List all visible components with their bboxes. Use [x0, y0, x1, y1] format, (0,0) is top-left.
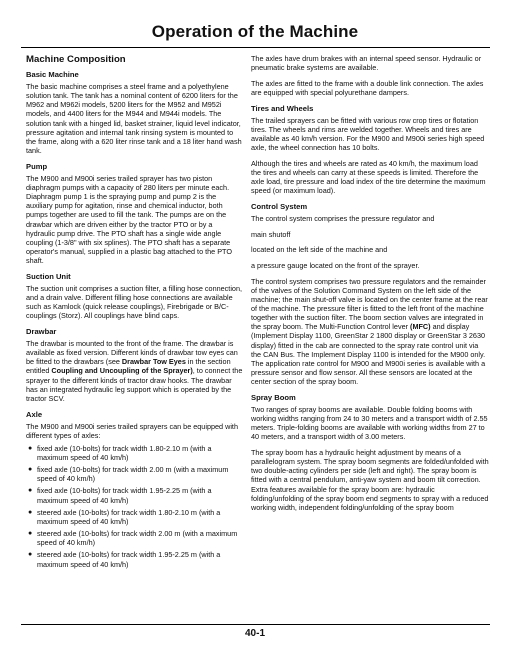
- paragraph-pump: The M900 and M900i series trailed sprayer has two piston diaphragm pumps with a capacity of 280 liters per minute each. Diaphragm pump 1 is the spraying pump and pump 2 is the auxiliary pump for agitation, rinse and chemical inductor, both pumps together are used to fill the tank. The pumps are on the drawbar which are driven either by the tractor PTO or by a hydraulic pump drive. The PTO shaft has a single wide angle coupling (1-3/8" with six splines). The PTO shaft has a separate operator's manual, supplied in a plastic bag attached to the PTO shaft.: [26, 173, 232, 266]
- heading-axle: Axle: [26, 409, 43, 419]
- drawbar-text-3: , to connect the sprayer to the different kinds of tractor draw hooks. The drawbar has an integrated hydraulic leg support which is operated by the tractor SCV.: [26, 366, 243, 403]
- list-item: ● steered axle (10-bolts) for track width 1.80-2.10 m (with a maximum speed of 40 km/h): [28, 507, 221, 526]
- paragraph-control-1: The control system comprises the pressure regulator and: [251, 213, 435, 223]
- bullet-icon: ●: [28, 551, 33, 559]
- heading-spray-boom: Spray Boom: [251, 392, 296, 402]
- section-title-machine-composition: Machine Composition: [26, 54, 126, 65]
- list-item: ● steered axle (10-bolts) for track width 1.95-2.25 m (with a maximum speed of 40 km/h): [28, 550, 221, 569]
- paragraph-axle-intro: The M900 and M900i series trailed sprayers can be equipped with different types of axles:: [26, 421, 238, 440]
- paragraph-control-5: The control system comprises two pressure regulators and the remainder of the valves of the Solution Command System on the left side of the machine; the main shut-off valve is located on the center frame at the rear of the machine. The pressure filter is fitted to the left front of the machine together with the suction filter. The boom section valves are integrated in the spray boom. The Multi-Function Control lever (MFC) and display (Implement Display 1100, GreenStar 2 1800 display or GreenStar 3 2630 display) fitted in the cab are connected to the spray rate control unit via the CAN Bus. The Implement Display 1100 is intended for the M900 only. The application rate control for M900 and M900i series is available with a pressure sensor and flow sensor. All these sensors are located at the center section of the spray boom.: [251, 276, 488, 387]
- paragraph-spray-boom-2: The spray boom has a hydraulic height adjustment by means of a parallelogram system. The spray boom segments are folded/unfolded with two double-acting cylinders per side (left and right). The spray boom is fitted with a central pendulum, anti-yaw system and boom tilt correction. Extra features available for the spray boom are: hydraulic folding/unfolding of the spray boom end segments to spray with a reduced working width, independent folding/unfolding of the spray boom: [251, 448, 489, 512]
- footer-divider: [21, 624, 490, 625]
- paragraph-spray-boom-1: Two ranges of spray booms are available. Double folding booms with working widths ranging from 24 to 30 meters and a transport width of 2.55 meters. Triple-folding booms are available with working widths from 27 to 40 meters, and a transport width of 3.00 meters.: [251, 404, 488, 442]
- bullet-icon: ●: [28, 466, 33, 474]
- paragraph-axle-link: The axles are fitted to the frame with a double link connection. The axles are equipped with special polyurethane dampers.: [251, 78, 484, 97]
- paragraph-control-2: main shutoff: [251, 229, 291, 239]
- paragraph-suction-unit: The suction unit comprises a suction filter, a filling hose connection, and a drain valve. Different filling hose connections are available such as Kamlock (quick release couplings), Firebrigade or B/C-couplings (Storz). All couplings have blind caps.: [26, 283, 243, 321]
- list-item: ● fixed axle (10-bolts) for track width 1.80-2.10 m (with a maximum speed of 40 km/h): [28, 443, 212, 462]
- axle-options-list: [26, 444, 243, 569]
- heading-tires-and-wheels: Tires and Wheels: [251, 103, 314, 113]
- page-number: 40-1: [244, 628, 265, 639]
- paragraph-control-3: located on the left side of the machine and: [251, 245, 388, 255]
- heading-drawbar: Drawbar: [26, 326, 57, 336]
- drawbar-text-2: in the section entitled: [26, 357, 231, 376]
- bullet-icon: ●: [28, 530, 33, 538]
- coupling-section-reference: Coupling and Uncoupling of the Sprayer): [51, 366, 193, 376]
- drawbar-text-1: The drawbar is mounted to the front of the frame. The drawbar is available as fixed version. Different kinds of drawbar tow eyes can be fitted to the drawbars (see: [26, 338, 238, 367]
- mfc-term: (MFC): [410, 322, 431, 332]
- list-item: ● fixed axle (10-bolts) for track width 2.00 m (with a maximum speed of 40 km/h): [28, 465, 229, 484]
- bullet-icon: ●: [28, 508, 33, 516]
- bullet-icon: ●: [28, 444, 33, 452]
- title-divider: [21, 47, 490, 48]
- paragraph-axle-brakes: The axles have drum brakes with an internal speed sensor. Hydraulic or pneumatic brake systems are available.: [251, 54, 482, 73]
- paragraph-tires-1: The trailed sprayers can be fitted with various row crop tires or flotation tires. The wheels and rims are welded together. Wheels and tires are available as 40 km/h version. For the M900 and M900i series high speed axle, the wheel connection has 10 bolts.: [251, 115, 485, 153]
- right-column: [251, 54, 489, 519]
- left-column: [26, 54, 243, 572]
- heading-suction-unit: Suction Unit: [26, 271, 71, 281]
- drawbar-tow-eyes-reference: Drawbar Tow Eyes: [121, 357, 186, 367]
- heading-control-system: Control System: [251, 201, 308, 211]
- paragraph-control-4: a pressure gauge located on the front of the sprayer.: [251, 260, 420, 270]
- page-title: Operation of the Machine: [151, 22, 359, 41]
- list-item: ● fixed axle (10-bolts) for track width 1.95-2.25 m (with a maximum speed of 40 km/h): [28, 486, 212, 505]
- heading-pump: Pump: [26, 161, 48, 171]
- paragraph-basic-machine: The basic machine comprises a steel frame and a polyethylene solution tank. The tank has a nominal content of 6200 liters for the M962 and M962i models, 5200 liters for the M952 and M952i models, and 4400 liters for the M944 and M944i models. The solution tank with a hinged lid, basket strainer, liquid level indicator, pressure agitation and internal tank rinsing system is mounted to the frame, along with a 620 liter rinse tank and a 18 liter hand wash tank.: [26, 82, 242, 156]
- paragraph-drawbar: [26, 339, 243, 403]
- list-item: ● steered axle (10-bolts) for track width 2.00 m (with a maximum speed of 40 km/h): [28, 529, 238, 548]
- bullet-icon: ●: [28, 487, 33, 495]
- paragraph-tires-2: Although the tires and wheels are rated as 40 km/h, the maximum load the tires and wheels can carry at these speeds is limited. Therefore the axle load, tire pressure and load index of the tire determine the maximum speed (or maximum load).: [251, 158, 486, 196]
- heading-basic-machine: Basic Machine: [26, 70, 79, 79]
